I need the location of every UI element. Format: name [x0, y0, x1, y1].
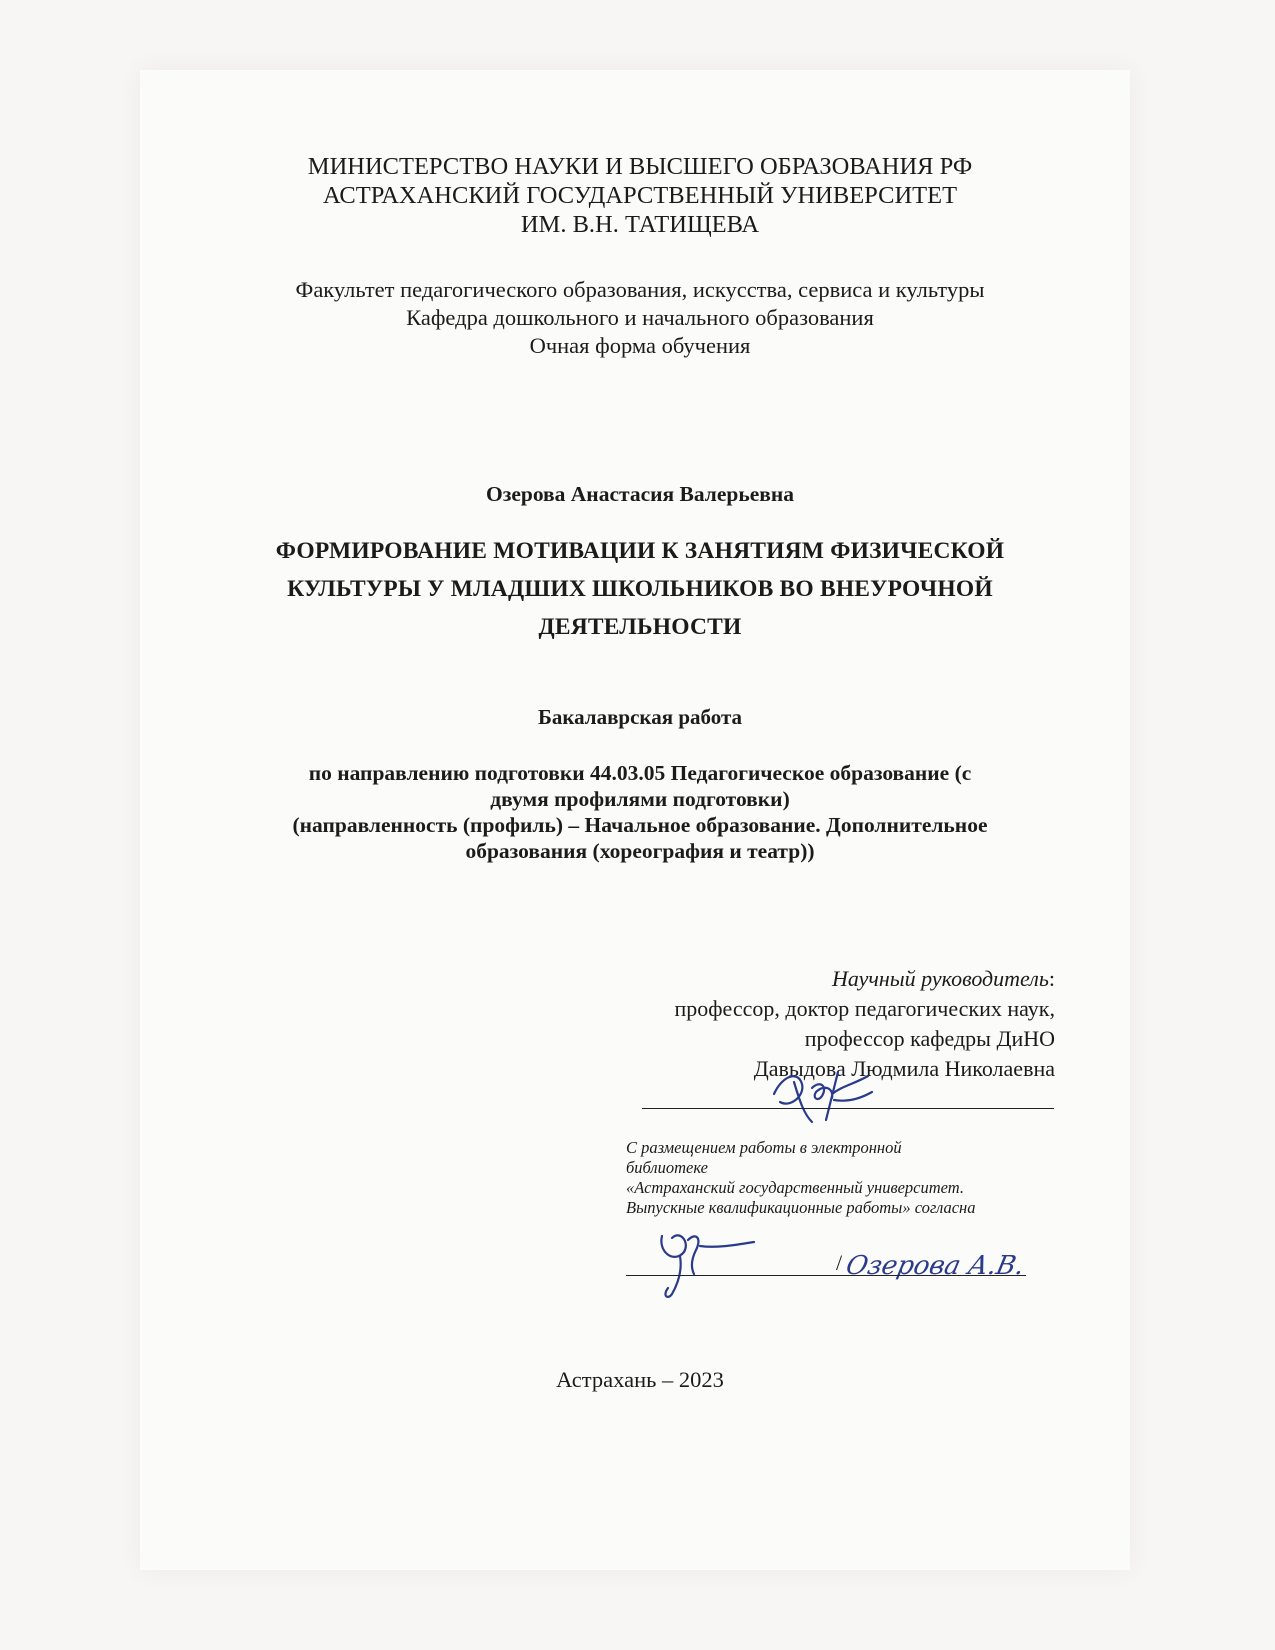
consent-line3: «Астраханский государственный университет.: [626, 1178, 965, 1197]
supervisor-degree: профессор, доктор педагогических наук,: [674, 996, 1055, 1021]
direction-line4: образования (хореография и театр)): [465, 839, 815, 863]
consent-line4: Выпускные квалификационные работы» согласна: [626, 1198, 976, 1217]
study-form: Очная форма обучения: [529, 333, 751, 358]
supervisor-heading: [675, 964, 1055, 994]
thesis-title-line2: КУЛЬТУРЫ У МЛАДШИХ ШКОЛЬНИКОВ ВО ВНЕУРОЧНОЙ: [287, 576, 993, 602]
university-name-line1: АСТРАХАНСКИЙ ГОСУДАРСТВЕННЫЙ УНИВЕРСИТЕТ: [322, 182, 958, 209]
supervisor-label: Научный руководитель: [831, 966, 1049, 991]
student-name-handwritten: [843, 1240, 1027, 1290]
author-name: Озерова Анастасия Валерьевна: [485, 482, 795, 506]
supervisor-colon: :: [1048, 966, 1055, 991]
direction-line2: двумя профилями подготовки): [490, 787, 790, 811]
university-name-line2: ИМ. В.Н. ТАТИЩЕВА: [520, 211, 760, 238]
supervisor-position: профессор кафедры ДиНО: [804, 1026, 1055, 1051]
consent-line1: С размещением работы в электронной: [626, 1138, 902, 1157]
signature-separator: /: [836, 1250, 843, 1275]
thesis-title: [160, 532, 1120, 646]
work-type: Бакалаврская работа: [537, 705, 743, 729]
study-direction: [160, 760, 1120, 864]
direction-line3: (направленность (профиль) – Начальное образование. Дополнительное: [292, 813, 988, 837]
student-name-handwritten-text: Озерова А.В.: [843, 1251, 1027, 1281]
city-year: Астрахань – 2023: [556, 1367, 724, 1392]
faculty-name: Факультет педагогического образования, искусства, сервиса и культуры: [295, 277, 985, 302]
direction-line1: по направлению подготовки 44.03.05 Педагогическое образование (с: [308, 761, 972, 785]
thesis-title-line1: ФОРМИРОВАНИЕ МОТИВАЦИИ К ЗАНЯТИЯМ ФИЗИЧЕСКОЙ: [275, 538, 1005, 564]
supervisor-signature: [768, 1062, 878, 1124]
student-signature-line: [626, 1275, 1026, 1276]
thesis-title-line3: ДЕЯТЕЛЬНОСТИ: [538, 614, 742, 640]
department-block: [160, 276, 1120, 360]
header-block: [160, 152, 1120, 239]
ministry-name: МИНИСТЕРСТВО НАУКИ И ВЫСШЕГО ОБРАЗОВАНИЯ РФ: [307, 153, 973, 180]
consent-line2: библиотеке: [626, 1158, 709, 1177]
supervisor-name: Давыдова Людмила Николаевна: [753, 1056, 1055, 1081]
consent-statement: [626, 1138, 1066, 1218]
student-signature: [650, 1222, 760, 1302]
supervisor-signature-line: [642, 1108, 1054, 1109]
chair-name: Кафедра дошкольного и начального образования: [406, 305, 874, 330]
